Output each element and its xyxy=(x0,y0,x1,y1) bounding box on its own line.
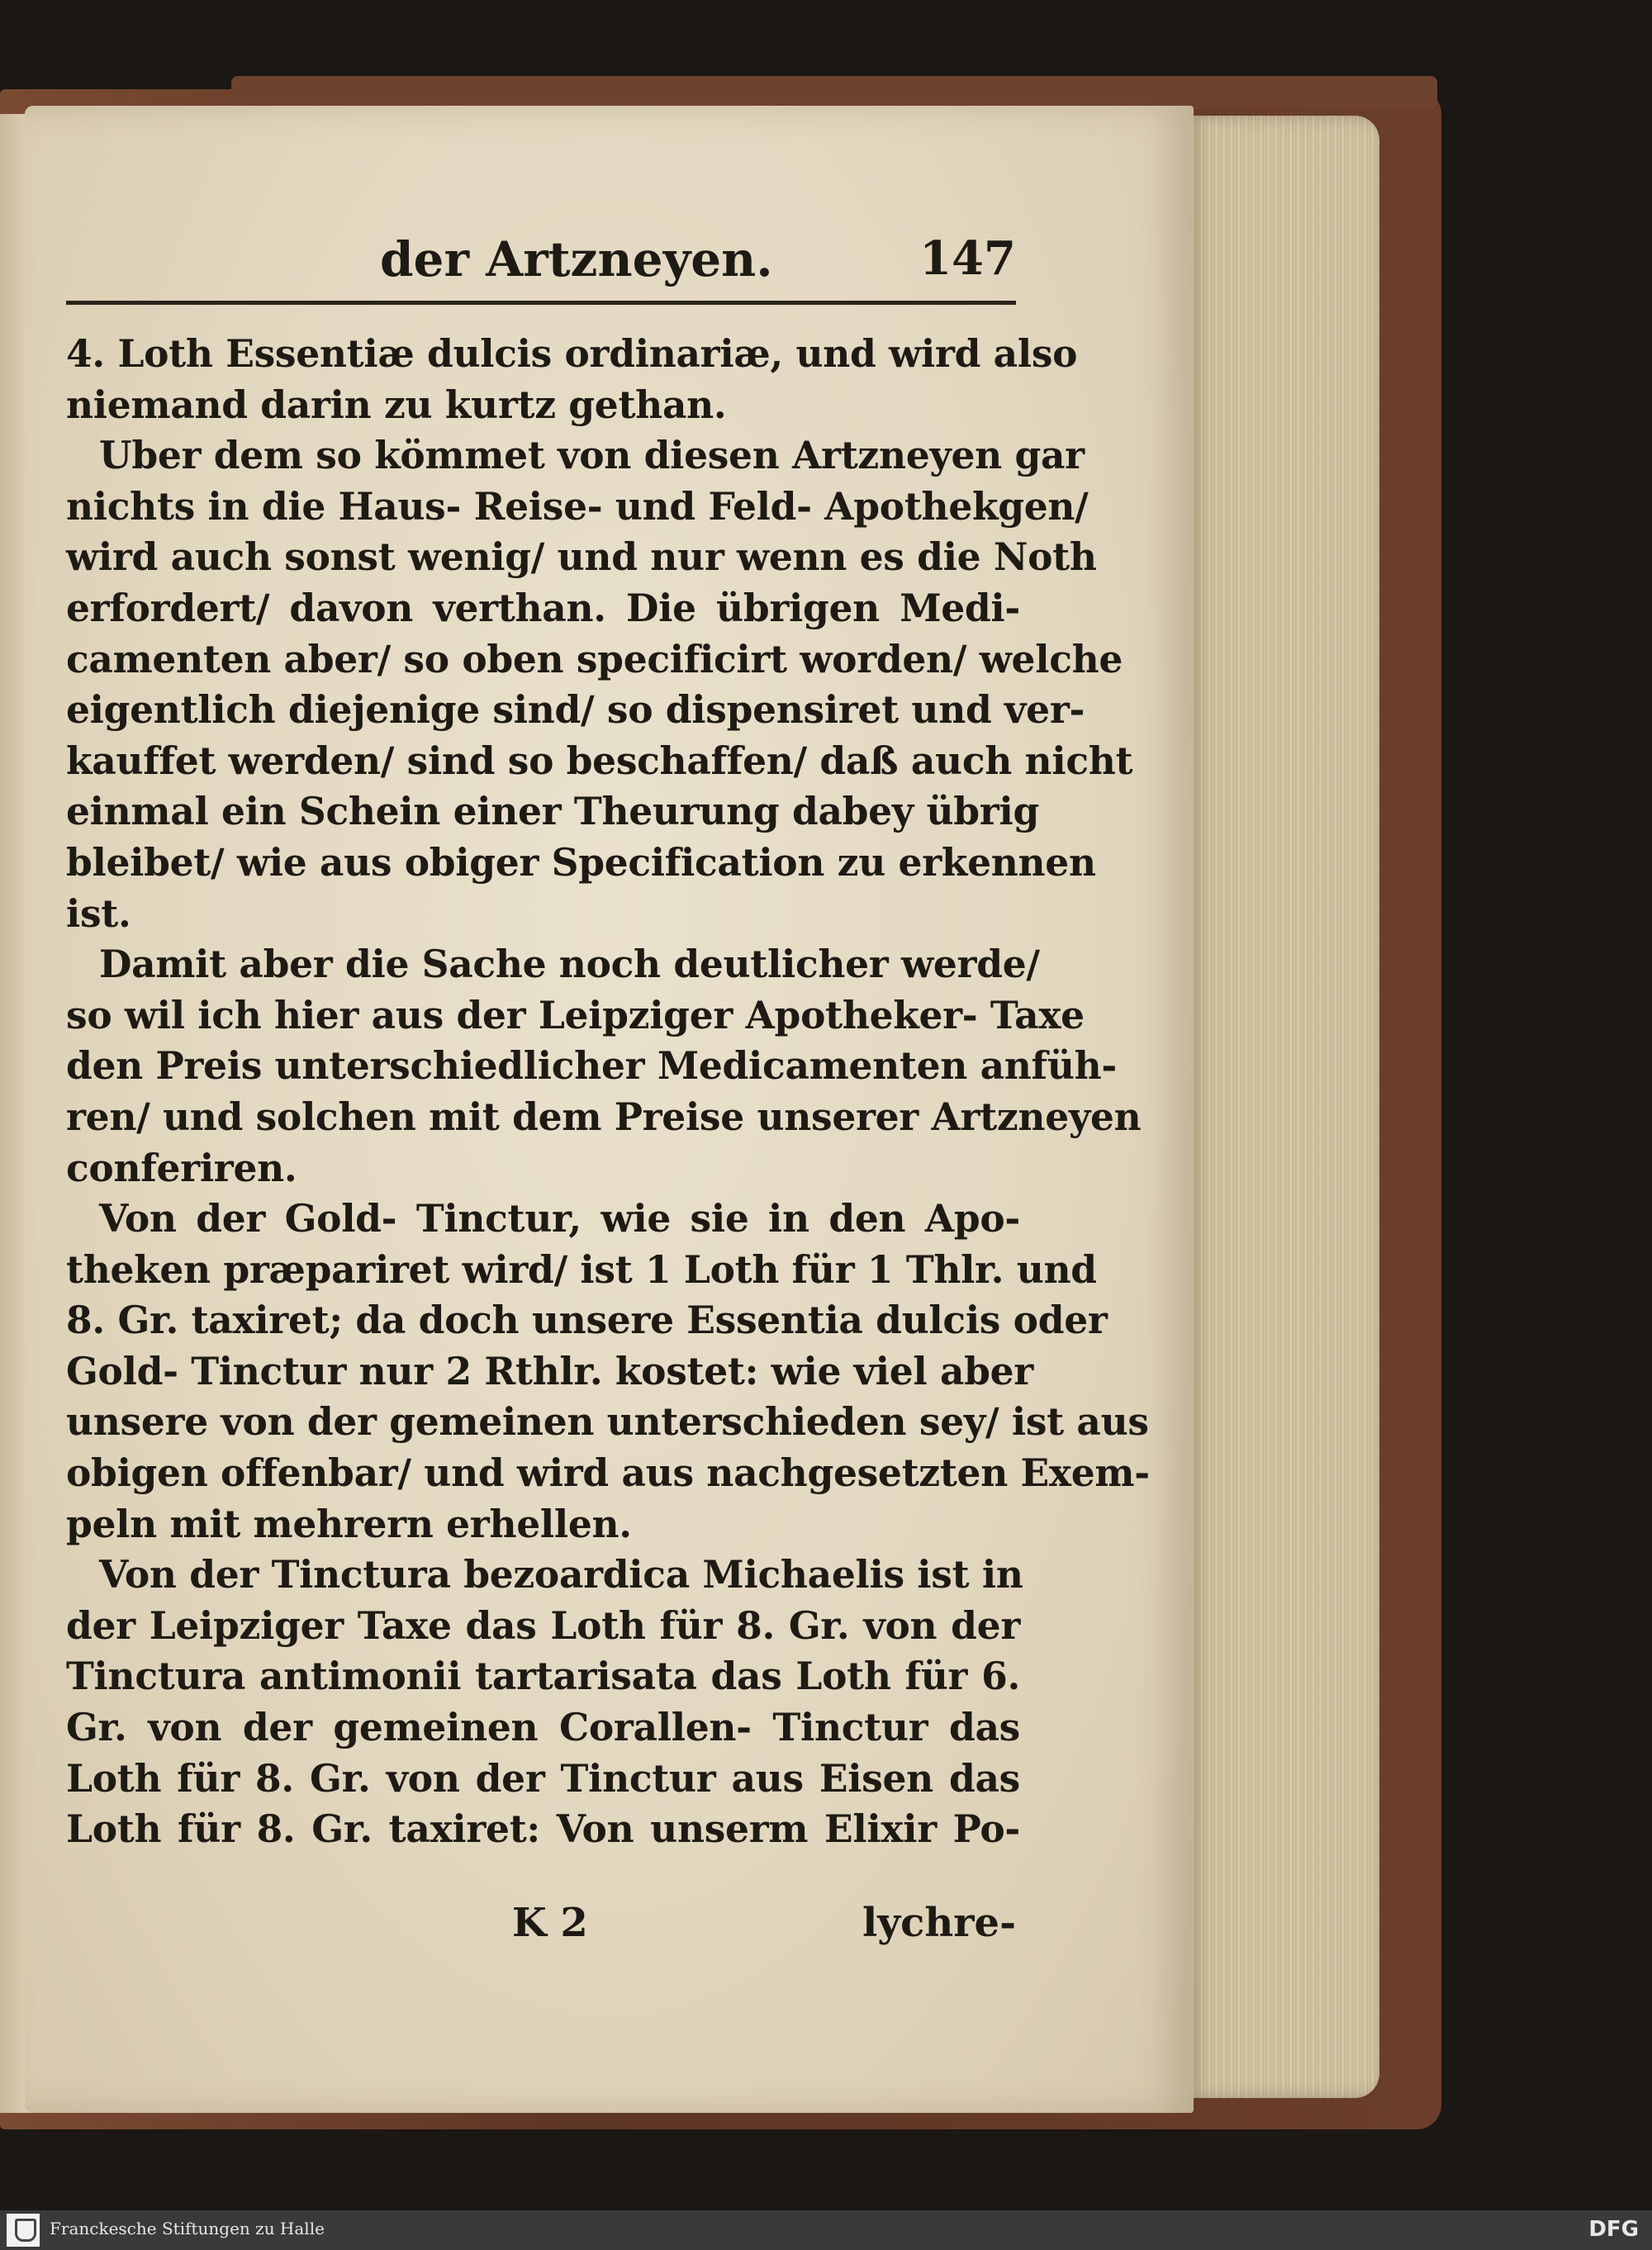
text-line: wird auch sonst wenig/ und nur wenn es die Noth xyxy=(66,534,1097,580)
text-line: obigen offenbar/ und wird aus nachgesetzten Exem- xyxy=(66,1450,1150,1496)
text-line: Von der Tinctura bezoardica Michaelis ist in xyxy=(99,1552,1023,1597)
text-line: unsere von der gemeinen unterschieden sey/ ist aus xyxy=(66,1399,1149,1445)
text-line: Tinctura antimonii tartarisata das Loth für 6. xyxy=(66,1654,1020,1699)
text-line: 4. Loth Essentiæ dulcis ordinariæ, und wird also xyxy=(66,331,1078,376)
text-line: ist. xyxy=(66,890,131,936)
text-line: erfordert/ davon verthan. Die übrigen Medi- xyxy=(66,585,1020,630)
signature-mark: K 2 xyxy=(512,1900,588,1946)
text-line: conferiren. xyxy=(66,1145,297,1190)
text-line: theken præpariret wird/ ist 1 Loth für 1 Thlr. und xyxy=(66,1246,1097,1292)
text-line: kauffet werden/ sind so beschaffen/ daß auch nicht xyxy=(66,738,1133,783)
institution-name: Franckesche Stiftungen zu Halle xyxy=(50,2219,325,2238)
text-line: Gr. von der gemeinen Corallen- Tinctur das xyxy=(66,1705,1020,1750)
text-line: Gold- Tinctur nur 2 Rthlr. kostet: wie viel aber xyxy=(66,1348,1033,1393)
text-line: eigentlich diejenige sind/ so dispensiret und ver- xyxy=(66,687,1085,733)
text-line: Loth für 8. Gr. von der Tinctur aus Eisen das xyxy=(66,1755,1020,1801)
text-line: peln mit mehrern erhellen. xyxy=(66,1501,632,1546)
book-cover-edge xyxy=(231,76,1437,109)
header-rule xyxy=(66,301,1016,305)
catchword: lychre- xyxy=(862,1900,1016,1946)
text-line: Uber dem so kömmet von diesen Artzneyen gar xyxy=(99,433,1085,478)
dfg-logo: DFG xyxy=(1588,2217,1639,2242)
text-line: Loth für 8. Gr. taxiret: Von unserm Elixir Po- xyxy=(66,1806,1020,1852)
text-line: camenten aber/ so oben specificirt worden/ welche xyxy=(66,636,1123,681)
page-fore-edge xyxy=(1189,116,1379,2098)
institution-logo-icon xyxy=(7,2214,40,2247)
text-line: nichts in die Haus- Reise- und Feld- Apothekgen/ xyxy=(66,483,1089,529)
body-text xyxy=(66,329,1150,1855)
page-number: 147 xyxy=(919,231,1016,286)
text-line: ren/ und solchen mit dem Preise unserer Artzneyen xyxy=(66,1094,1142,1139)
text-line: den Preis unterschiedlicher Medicamenten anfüh- xyxy=(66,1043,1117,1089)
text-line: so wil ich hier aus der Leipziger Apotheker- Taxe xyxy=(66,992,1085,1037)
text-line: Von der Gold- Tinctur, wie sie in den Apo- xyxy=(99,1196,1020,1241)
text-line: bleibet/ wie aus obiger Specification zu erkennen xyxy=(66,839,1096,885)
running-title: der Artzneyen. xyxy=(380,231,773,287)
text-line: niemand darin zu kurtz gethan. xyxy=(66,382,727,427)
text-line: der Leipziger Taxe das Loth für 8. Gr. von der xyxy=(66,1602,1020,1648)
page-header xyxy=(66,223,1016,297)
text-line: einmal ein Schein einer Theurung dabey übrig xyxy=(66,789,1039,834)
footer-bar xyxy=(0,2210,1652,2250)
text-line: 8. Gr. taxiret; da doch unsere Essentia dulcis oder xyxy=(66,1298,1108,1343)
text-line: Damit aber die Sache noch deutlicher werde/ xyxy=(99,942,1040,987)
